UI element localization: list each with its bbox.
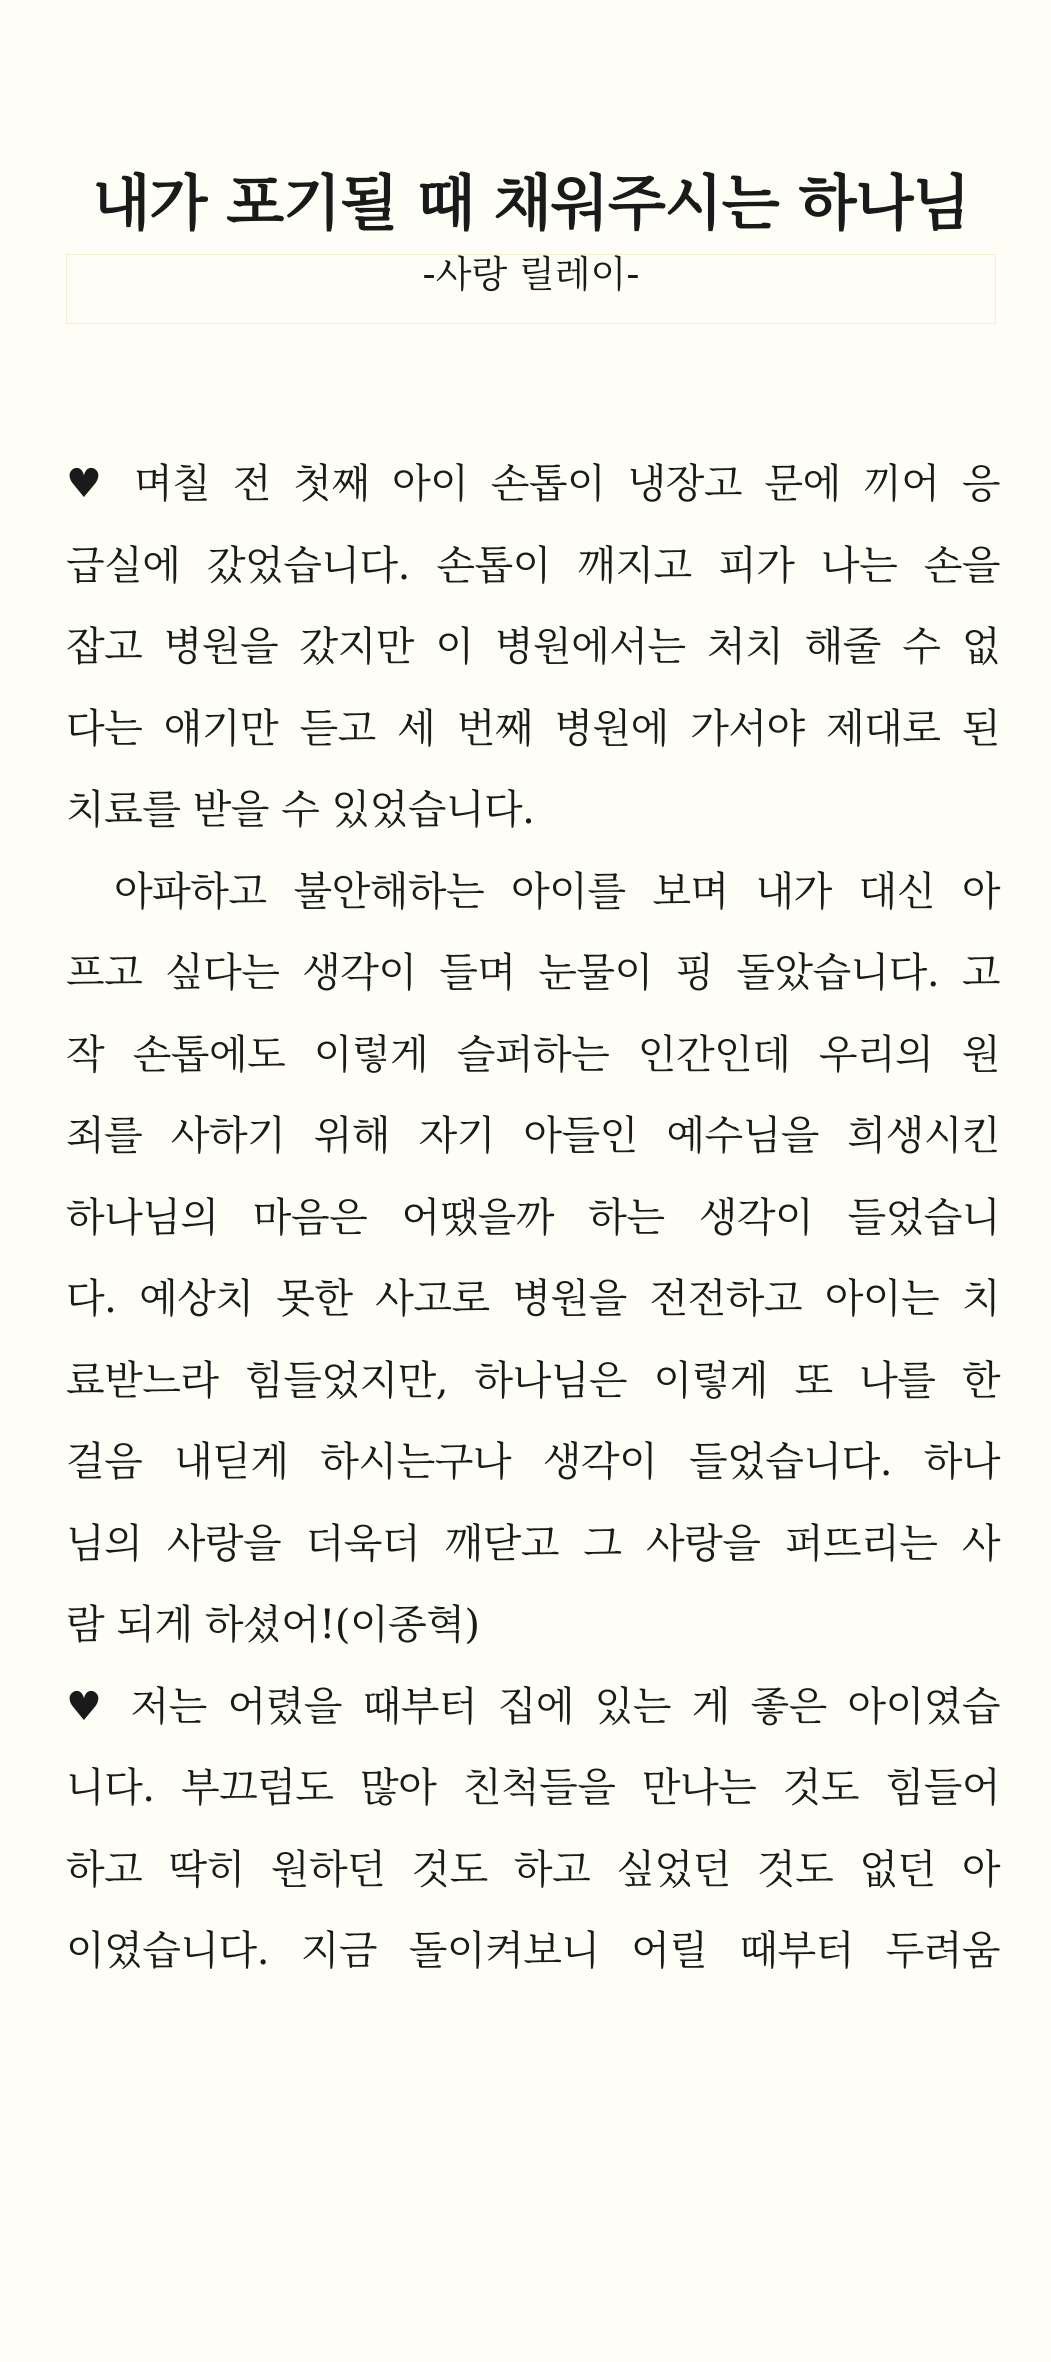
body-line: 하나님의 마음은 어땠을까 하는 생각이 들었습니	[66, 1194, 1000, 1241]
body-line: 치료를 받을 수 있었습니다.	[66, 787, 535, 833]
body-line: 하고 딱히 원하던 것도 하고 싶었던 것도 없던 아	[66, 1846, 1000, 1893]
body-line: 님의 사랑을 더욱더 깨닫고 그 사랑을 퍼뜨리는 사	[66, 1520, 1000, 1567]
body-line: 급실에 갔었습니다. 손톱이 깨지고 피가 나는 손을	[66, 542, 1000, 589]
body-line: 료받느라 힘들었지만, 하나님은 이렇게 또 나를 한	[66, 1357, 1000, 1404]
body-line: 걸음 내딛게 하시는구나 생각이 들었습니다. 하나	[66, 1439, 1000, 1485]
page-subtitle: -사랑 릴레이-	[422, 253, 640, 296]
body-line: ♥ 며칠 전 첫째 아이 손톱이 냉장고 문에 끼어 응	[66, 461, 1000, 507]
body-line: 다는 얘기만 듣고 세 번째 병원에 가서야 제대로 된	[66, 705, 1000, 752]
body-line: 니다. 부끄럼도 많아 친척들을 만나는 것도 힘들어	[66, 1765, 1000, 1811]
body-line: 아파하고 불안해하는 아이를 보며 내가 대신 아	[114, 868, 1000, 915]
body-line: 람 되게 하셨어!(이종혁)	[66, 1602, 480, 1648]
body-line: 작 손톱에도 이렇게 슬퍼하는 인간인데 우리의 원	[66, 1031, 1000, 1078]
page-title: 내가 포기될 때 채워주시는 하나님	[92, 169, 970, 239]
body-line: 잡고 병원을 갔지만 이 병원에서는 처치 해줄 수 없	[66, 624, 1000, 670]
body-line: 이였습니다. 지금 돌이켜보니 어릴 때부터 두려움	[66, 1928, 1000, 1974]
body-line: 프고 싶다는 생각이 들며 눈물이 핑 돌았습니다. 고	[66, 950, 1000, 996]
body-line: ♥ 저는 어렸을 때부터 집에 있는 게 좋은 아이였습	[66, 1683, 1000, 1730]
body-line: 죄를 사하기 위해 자기 아들인 예수님을 희생시킨	[66, 1113, 1000, 1159]
body-line: 다. 예상치 못한 사고로 병원을 전전하고 아이는 치	[66, 1276, 1000, 1322]
article-body	[66, 444, 1000, 1993]
